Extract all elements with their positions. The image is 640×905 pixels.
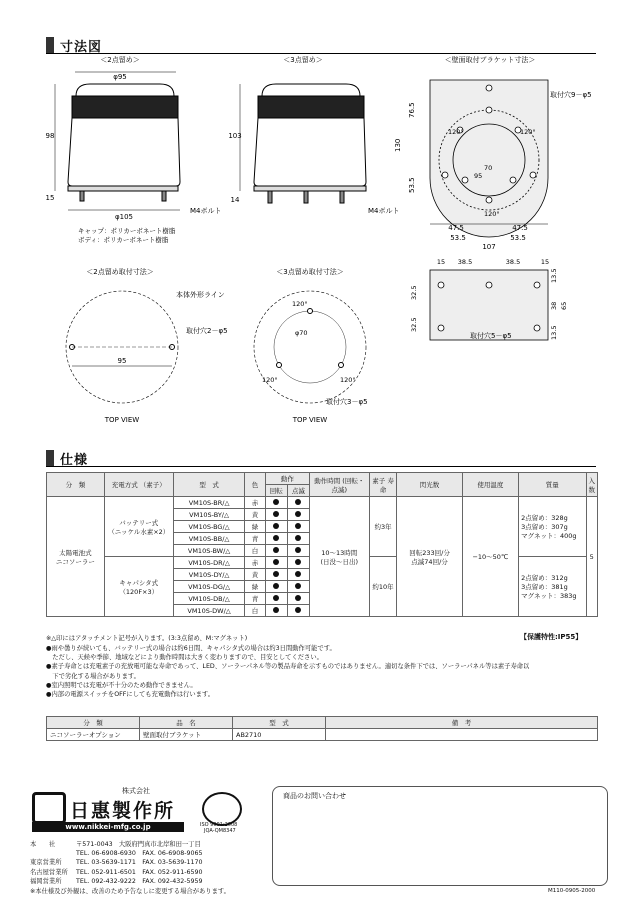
drawing-title-3pt: ＜3点留め＞ (283, 56, 323, 64)
mount3-outline (254, 291, 366, 403)
svg-text:取付穴9－φ5: 取付穴9－φ5 (550, 91, 592, 99)
table-row: VM10S-BR/△ (173, 497, 245, 509)
svg-text:120°: 120° (262, 376, 278, 384)
svg-text:120°: 120° (484, 210, 500, 218)
svg-text:47.5: 47.5 (512, 224, 528, 232)
svg-text:53.5: 53.5 (450, 234, 466, 242)
bracket-side (430, 270, 548, 340)
option-table: 分 類 品 名 型 式 備 考 ニコソーラーオプション 壁面取付ブラケット AB2710 (46, 716, 598, 741)
lamp-2pt (68, 84, 180, 201)
svg-text:120°: 120° (340, 376, 356, 384)
logo-mark-icon (32, 792, 66, 824)
spec-table: 分 類 充電方式 （素子） 型 式 色 動作 動作時間 (回転・点滅) 素子 寿命 閃光数 使用温度 質量 入数 回転 点滅 太陽電池式 ニコソーラー バッテリー式 （ニッケル水素×2） VM10S-BR/△ 赤 10～13時間 (日没～日出) 約3年 回転233回/分 点滅74回/分 −10〜50℃ 2点留め：328g 3点留め：307g マグネット：400g 5 VM10S-BY/△ 黄 VM10S-BG/△ 緑 VM10S-BB/△ 青 VM10S-BW/△ 白 キャパシタ式 （120F×3） VM10S-DR/△ 赤 約10年 2点留め：312g 3点留め：381g マグネット：383g VM10S-DY/△ 黄 VM10S-DG/△ 緑 VM10S-DB/△ 青 VM10S-DW/△ 白 (46, 472, 598, 617)
svg-text:32.5: 32.5 (410, 285, 418, 300)
spec-footnote: ※△印にはアタッチメント記号が入ります。(3:3点留め、M:マグネット) (46, 635, 248, 642)
document-code: M110-0905-2000 (548, 888, 596, 894)
section-header-specs: 仕様 (46, 450, 596, 467)
svg-text:70: 70 (484, 164, 493, 172)
drawing-title-bracket: ＜壁面取付ブラケット寸法＞ (444, 56, 536, 64)
svg-text:14: 14 (230, 196, 240, 204)
svg-text:130: 130 (394, 138, 402, 152)
svg-text:M4ボルト: M4ボルト (368, 207, 400, 215)
svg-text:38.5: 38.5 (505, 258, 521, 266)
svg-text:103: 103 (228, 132, 242, 140)
svg-text:95: 95 (117, 357, 127, 365)
svg-text:53.5: 53.5 (510, 234, 526, 242)
svg-text:38.5: 38.5 (457, 258, 473, 266)
svg-text:76.5: 76.5 (408, 102, 416, 118)
office-list: 本 社 〒571-0043 大阪府門真市北岸和田一丁目 TEL. 06-6908-6930 FAX. 06-6908-9065 東京営業所 TEL. 03-5639-1171 FAX. 03-5639-1170 名古屋営業所 TEL. 052-911-6501 FAX. 052-911-6590 福岡営業所 TEL. 092-432-9222 FAX. 092-432-5959 (30, 841, 203, 885)
svg-text:65: 65 (560, 301, 568, 310)
svg-text:38: 38 (550, 301, 558, 310)
svg-text:TOP VIEW: TOP VIEW (292, 416, 328, 424)
section-title: 寸法図 (60, 40, 103, 55)
lamp-3pt (254, 84, 366, 203)
svg-text:取付穴3－φ5: 取付穴3－φ5 (326, 398, 368, 406)
svg-text:120°: 120° (520, 128, 536, 136)
svg-text:53.5: 53.5 (408, 177, 416, 193)
svg-text:φ105: φ105 (115, 213, 133, 221)
svg-text:95: 95 (474, 172, 483, 180)
material-body: ボディ：ポリカーボネート樹脂 (78, 236, 169, 244)
svg-text:32.5: 32.5 (410, 317, 418, 332)
svg-text:＜2点留め取付寸法＞: ＜2点留め取付寸法＞ (86, 268, 154, 276)
dimension-drawings (0, 0, 640, 440)
svg-text:φ70: φ70 (295, 329, 308, 337)
svg-text:φ95: φ95 (113, 73, 127, 81)
svg-text:15: 15 (540, 258, 550, 266)
svg-text:120°: 120° (448, 128, 464, 136)
protection-rating: 【保護特性:IP55】 (520, 633, 583, 641)
svg-text:15: 15 (45, 194, 55, 202)
svg-text:取付穴5－φ5: 取付穴5－φ5 (470, 332, 512, 340)
material-cap: キャップ：ポリカーボネート樹脂 (78, 227, 176, 235)
iso-badge-icon (202, 792, 242, 826)
svg-text:15: 15 (436, 258, 446, 266)
notes: ●雨や曇りが続いても、バッテリー式の場合は約6日間、キャパシタ式の場合は約3日間動作可能です。 ただし、天候や季節、地域などにより動作時間は大きく変わりますので、目安としてください。 ●素子寿命とは充電素子の充放電可能な寿命であって、LED、ソーラーパネル等の製品寿命を示すものではありません。適切な条件下では、ソーラーパネル等は素子寿命以 下で劣化する場合があります。 ●室内照明では充電が不十分のため動作できません。 ●内部の電源スイッチをOFFにしても充電動作は行います。 (46, 645, 530, 699)
svg-text:取付穴2－φ5: 取付穴2－φ5 (186, 327, 228, 335)
contact-box: 商品のお問い合わせ (272, 786, 608, 886)
svg-text:107: 107 (482, 243, 496, 251)
svg-text:＜3点留め取付寸法＞: ＜3点留め取付寸法＞ (276, 268, 344, 276)
svg-text:M4ボルト: M4ボルト (190, 207, 222, 215)
svg-text:47.5: 47.5 (448, 224, 464, 232)
svg-text:本体外形ライン: 本体外形ライン (176, 291, 225, 299)
svg-text:120°: 120° (292, 300, 308, 308)
svg-text:13.5: 13.5 (550, 325, 558, 340)
disclaimer: ※本仕様及び外観は、改善のため予告なしに変更する場合があります。 (30, 888, 230, 895)
svg-text:13.5: 13.5 (550, 268, 558, 283)
svg-text:TOP VIEW: TOP VIEW (104, 416, 140, 424)
svg-text:98: 98 (45, 132, 55, 140)
website-url: www.nikkei-mfg.co.jp (32, 822, 184, 832)
drawing-title-2pt: ＜2点留め＞ (100, 56, 140, 64)
